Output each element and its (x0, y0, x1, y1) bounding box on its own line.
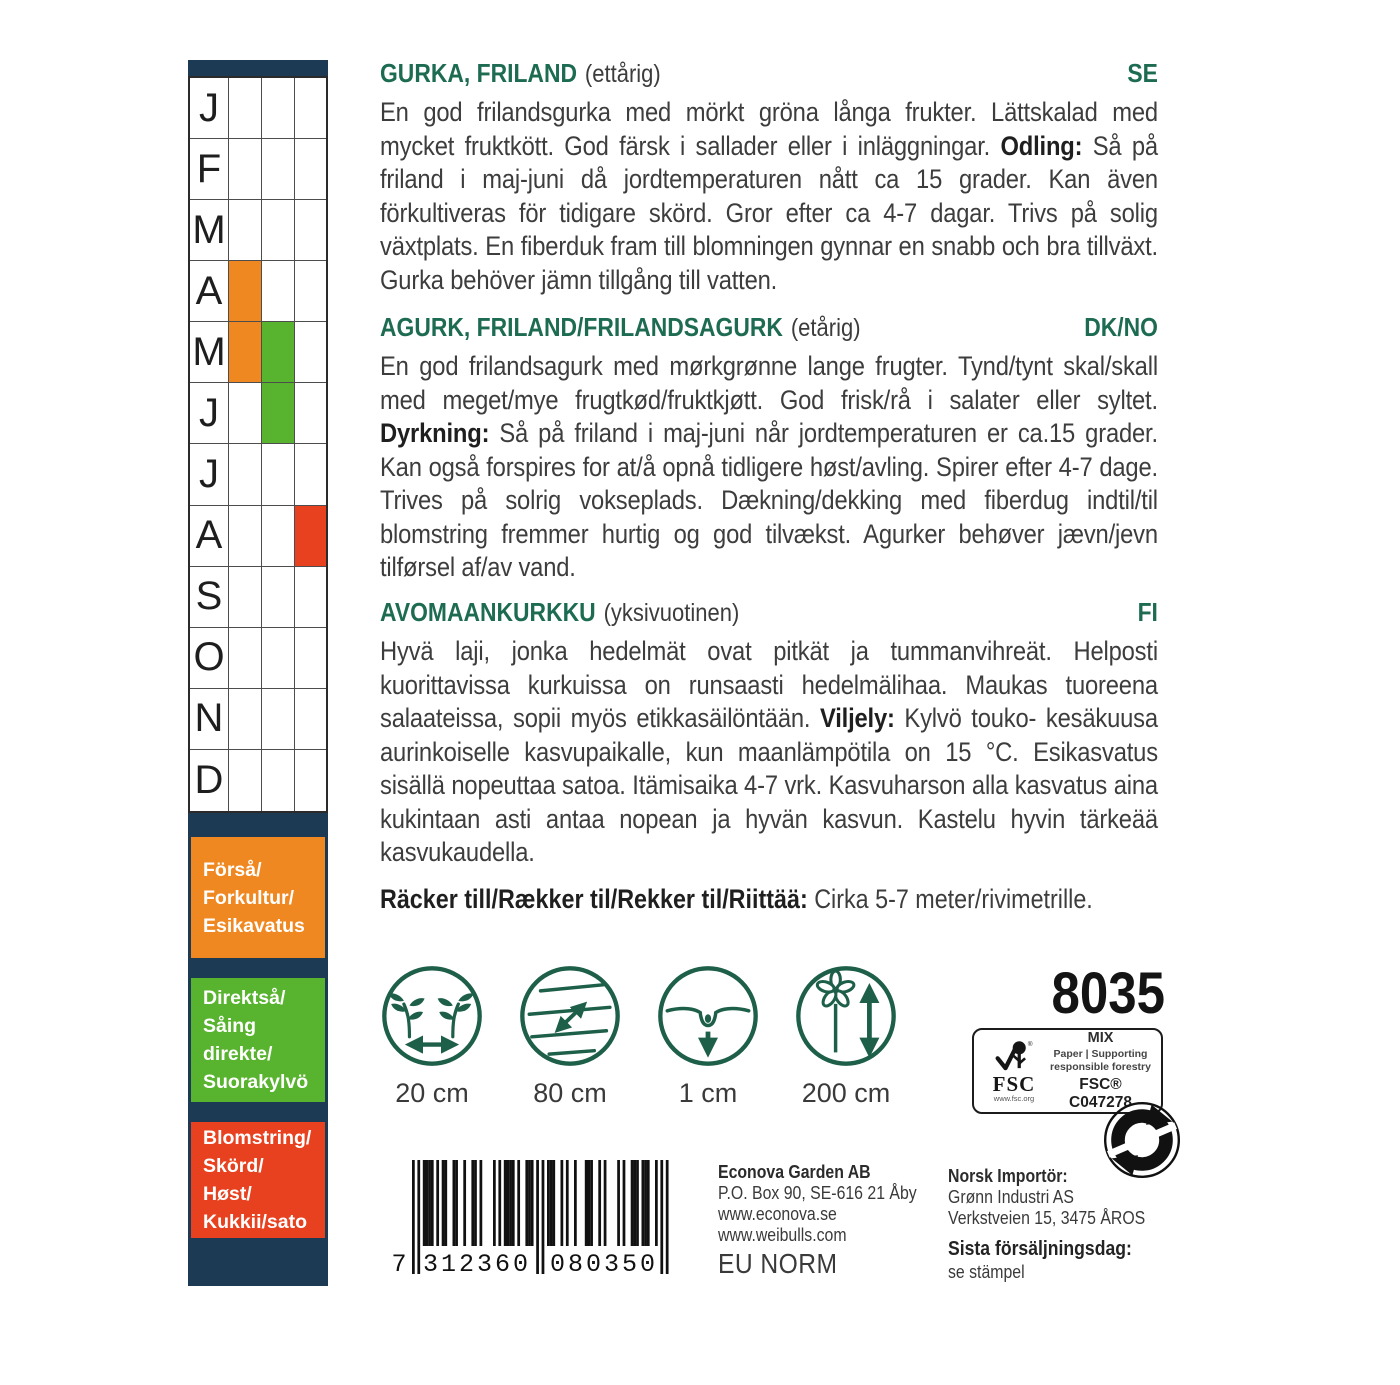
publisher-block (718, 1162, 982, 1246)
calendar-month-label: J (190, 78, 229, 139)
section-title: GURKA, FRILAND (380, 58, 578, 88)
barcode-left-digits: 312360 (422, 1250, 531, 1279)
fsc-license-code: FSC® C047278 (1069, 1076, 1132, 1111)
section-body: Hyvä laji, jonka hedelmät ovat pitkät ja tummanvihreät. Helposti kuorittavissa kurkuissa on runsaasti hedelmälihaa. Maukas tuoreena salaateissa, sopii myös etikkasäilöntään. Viljely: Kylvö touko- kesäkuusa aurinkoiselle kasvupaikalle, kun maanlämpötila on 15 °C. Esikasvatus sisällä nopeuttaa satoa. Itämisaika 4-7 vrk. Kasvuharson alla kasvatus aina kukintaan asti antaa nopean ja hyvän kasvun. Kastelu hyvin tärkeää kasvukaudella. (380, 636, 1158, 867)
section-subtitle: (ettårig) (584, 60, 661, 88)
calendar-cell (262, 383, 295, 444)
calendar-cell (295, 689, 326, 750)
calendar-cell (229, 139, 262, 200)
language-code: DK/NO (1084, 312, 1158, 342)
calendar-cell (262, 567, 295, 628)
calendar-cell (229, 444, 262, 505)
calendar-cell (295, 78, 326, 139)
legend-label-line: Suorakylvö (203, 1071, 309, 1093)
calendar-cell (295, 506, 326, 567)
legend-presow (191, 837, 325, 958)
spec-sowing-depth (646, 964, 770, 1109)
section-body: En god frilandsgurka med mörkt gröna långa frukter. Lättskalad med mycket fruktkött. God färsk i sallader eller i inläggningar. Odling: Så på friland i maj-juni då jordtemperaturen nått ca 15 grader. Kan även förkultiveras för tidigare skörd. Gror efter ca 4-7 dagar. Trivs på solig växtplats. En fiberduk fram till blomningen gynnar en snabb och bra tillväxt. Gurka behöver jämn tillgång till vatten. (380, 97, 1158, 295)
plant-spacing-icon (380, 964, 484, 1068)
calendar-cell (262, 750, 295, 811)
article-number: 8035 (1051, 961, 1165, 1026)
row-spacing-value: 80 cm (533, 1078, 607, 1108)
calendar-cell (295, 750, 326, 811)
calendar-cell (262, 506, 295, 567)
section-subtitle: (yksivuotinen) (603, 599, 740, 627)
calendar-cell (262, 78, 295, 139)
calendar-month-label: J (190, 444, 229, 505)
section-title: AVOMAANKURKKU (380, 597, 596, 627)
section-header (380, 58, 1158, 89)
plant-height-value: 200 cm (801, 1078, 891, 1108)
section-dk-no (380, 312, 1158, 585)
calendar-cell (262, 444, 295, 505)
section-fi (380, 597, 1158, 870)
sowing-depth-icon (656, 964, 760, 1068)
legend-label-line: Skörd/ (203, 1155, 264, 1177)
language-code: SE (1127, 58, 1158, 88)
fsc-tree-check-icon (991, 1040, 1037, 1074)
plant-height-icon (794, 964, 898, 1068)
fsc-description: Paper | Supporting responsible forestry (1050, 1048, 1151, 1073)
svg-text:®: ® (1027, 1040, 1033, 1048)
publisher-address: P.O. Box 90, SE-616 21 Åby (718, 1183, 917, 1203)
legend-label-line: Esikavatus (203, 914, 305, 937)
importer-address: Verkstveien 15, 3475 ÅROS (948, 1208, 1146, 1228)
legend-label-line: Såing (203, 1015, 257, 1037)
calendar-cell (229, 200, 262, 261)
calendar-cell (295, 139, 326, 200)
calendar-cell (262, 322, 295, 383)
calendar-cell (229, 689, 262, 750)
calendar-cell (229, 322, 262, 383)
calendar-cell (262, 689, 295, 750)
calendar-month-label: F (190, 139, 229, 200)
section-header (380, 312, 1158, 343)
section-subtitle: (etårig) (790, 314, 861, 342)
legend-harvest (191, 1122, 325, 1238)
spec-plant-height (784, 964, 908, 1109)
calendar-cell (229, 628, 262, 689)
barcode-prefix-digit: 7 (391, 1250, 407, 1279)
calendar-cell (229, 78, 262, 139)
calendar-cell (262, 261, 295, 322)
calendar-cell (262, 200, 295, 261)
section-title-wrap (380, 597, 739, 628)
spec-plant-spacing (370, 964, 494, 1109)
calendar-cell (295, 628, 326, 689)
legend-label-line: Forkultur/ (203, 886, 294, 909)
calendar-cell (295, 383, 326, 444)
calendar-cell (295, 261, 326, 322)
calendar-month-label: N (190, 689, 229, 750)
fsc-logo-column (982, 1040, 1046, 1103)
fsc-url: www.fsc.org (993, 1093, 1035, 1103)
calendar-cell (295, 200, 326, 261)
publisher-website: www.weibulls.com (718, 1225, 847, 1245)
last-sale-day-label: Sista försäljningsdag: (948, 1238, 1132, 1260)
calendar-legend (191, 837, 325, 1238)
legend-label-line: direkte/ (203, 1043, 273, 1065)
section-header (380, 597, 1158, 628)
calendar-month-label: A (190, 261, 229, 322)
last-sale-day-block (948, 1236, 1177, 1283)
legend-label-line: Direktså/ (203, 987, 286, 1009)
legend-label-line: Høst/ (203, 1183, 252, 1205)
calendar-cell (262, 628, 295, 689)
sowing-calendar-grid (188, 76, 328, 813)
legend-label-line: Blomstring/ (203, 1127, 312, 1149)
importer-name: Grønn Industri AS (948, 1187, 1074, 1207)
row-spacing-icon (518, 964, 622, 1068)
calendar-cell (229, 567, 262, 628)
sowing-calendar-sidebar (188, 60, 328, 1286)
section-title: AGURK, FRILAND/FRILANDSAGURK (380, 312, 783, 342)
section-title-wrap (380, 58, 661, 89)
calendar-cell (295, 322, 326, 383)
calendar-cell (262, 139, 295, 200)
barcode-right-digits: 080350 (549, 1250, 658, 1279)
calendar-cell (295, 444, 326, 505)
language-code: FI (1137, 597, 1158, 627)
section-body: En god frilandsagurk med mørkgrønne lange frugter. Tynd/tynt skal/skall med meget/mye frugtkød/fruktkjøtt. God frisk/rå i salater eller syltet. Dyrkning: Så på friland i maj-juni når jordtemperaturen er ca.15 grader. Kan også forspires for at/å opnå tidligere høst/avling. Spirer efter 4-7 dage. Trives på solrig vokseplads. Dækning/dekking med fiberdug indtil/til blomstring fremmer hurtig og god tilvækst. Agurker behøver jævn/jevn tilførsel af/av vand. (380, 351, 1158, 582)
eu-norm-label: EU NORM (718, 1248, 838, 1279)
last-sale-day-value: se stämpel (948, 1262, 1025, 1282)
section-title-wrap (380, 312, 861, 343)
calendar-month-label: M (190, 200, 229, 261)
calendar-month-label: O (190, 628, 229, 689)
calendar-cell (295, 567, 326, 628)
calendar-cell (229, 750, 262, 811)
sowing-depth-value: 1 cm (678, 1078, 738, 1108)
calendar-month-label: A (190, 506, 229, 567)
calendar-month-label: S (190, 567, 229, 628)
calendar-cell (229, 261, 262, 322)
green-dot-recycling-icon (1102, 1100, 1182, 1180)
importer-label: Norsk Importör: (948, 1166, 1068, 1186)
fsc-brand: FSC (992, 1071, 1036, 1096)
calendar-cell (229, 383, 262, 444)
fsc-grade: MIX (1087, 1030, 1114, 1046)
legend-label-line: Förså/ (203, 858, 262, 881)
legend-label-line: Kukkii/sato (203, 1211, 308, 1233)
calendar-month-label: J (190, 383, 229, 444)
calendar-month-label: D (190, 750, 229, 811)
publisher-name: Econova Garden AB (718, 1162, 871, 1182)
calendar-cell (229, 506, 262, 567)
legend-direct (191, 978, 325, 1102)
publisher-website: www.econova.se (718, 1204, 837, 1224)
plant-spacing-value: 20 cm (395, 1078, 469, 1108)
section-se (380, 58, 1158, 297)
spec-row-spacing (508, 964, 632, 1109)
yield-line: Räcker till/Rækker til/Rekker til/Riittää: Cirka 5-7 meter/rivimetrille. (380, 884, 1093, 914)
calendar-month-label: M (190, 322, 229, 383)
